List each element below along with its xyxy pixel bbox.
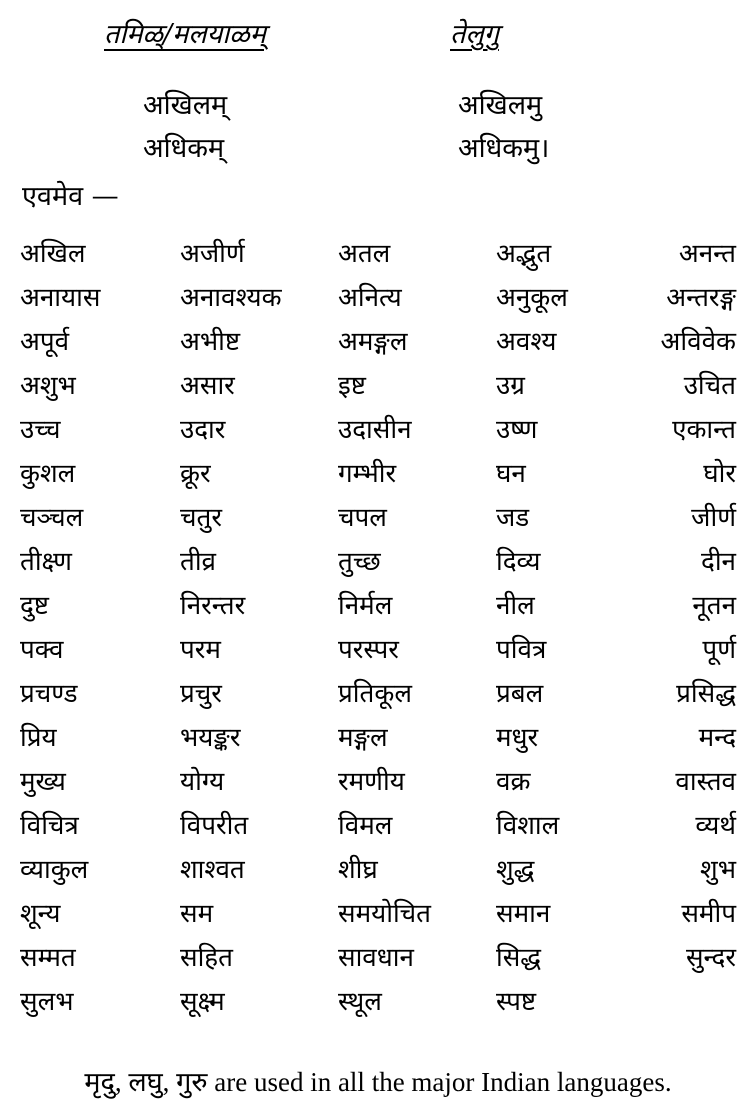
word-cell: पवित्र <box>496 635 547 665</box>
word-cell: सुन्दर <box>685 943 736 973</box>
word-cell: तीव्र <box>180 547 217 577</box>
word-cell: दीन <box>701 547 736 577</box>
word-cell: स्थूल <box>338 987 382 1017</box>
word-cell: शून्य <box>20 899 61 929</box>
word-cell: शाश्वत <box>180 855 245 885</box>
word-cell: उग्र <box>496 371 525 401</box>
word-cell: पक्व <box>20 635 64 665</box>
evameva-label: एवमेव — <box>22 181 119 212</box>
word-cell: रमणीय <box>338 767 405 797</box>
word-cell: मुख्य <box>20 767 66 797</box>
word-cell: सम <box>180 899 214 929</box>
word-cell: भयङ्कर <box>180 723 241 753</box>
word-cell: अखिल <box>20 239 86 269</box>
example-tamil-malayalam-1: अखिलम् <box>143 90 228 121</box>
word-cell: उच्च <box>20 415 61 445</box>
word-cell: विचित्र <box>20 811 79 841</box>
word-cell: सिद्ध <box>496 943 542 973</box>
word-cell: अनन्त <box>678 239 736 269</box>
word-cell: असार <box>180 371 235 401</box>
word-cell: अमङ्गल <box>338 327 408 357</box>
word-cell: एकान्त <box>672 415 736 445</box>
word-cell: निर्मल <box>338 591 393 621</box>
word-cell: व्यर्थ <box>695 811 736 841</box>
example-tamil-malayalam-2: अधिकम् <box>143 133 225 164</box>
word-cell: चतुर <box>180 503 222 533</box>
word-cell: अतल <box>338 239 391 269</box>
word-cell: अनायास <box>20 283 101 313</box>
word-cell: सम्मत <box>20 943 76 973</box>
word-cell: घोर <box>703 459 736 489</box>
word-cell: कुशल <box>20 459 76 489</box>
word-cell: सुलभ <box>20 987 74 1017</box>
word-cell: जड <box>496 503 530 533</box>
word-cell: वास्तव <box>675 767 736 797</box>
word-cell: परस्पर <box>338 635 399 665</box>
word-cell: अवश्य <box>496 327 557 357</box>
word-cell: दुष्ट <box>20 591 49 621</box>
word-cell: प्रचुर <box>180 679 222 709</box>
word-cell: अनावश्यक <box>180 283 282 313</box>
word-cell: अपूर्व <box>20 327 70 357</box>
word-cell: घन <box>496 459 526 489</box>
word-cell: उचित <box>683 371 736 401</box>
word-cell: सूक्ष्म <box>180 987 225 1017</box>
word-cell: शीघ्र <box>338 855 378 885</box>
word-cell: प्रतिकूल <box>338 679 412 709</box>
word-cell: निरन्तर <box>180 591 246 621</box>
word-cell: अद्भुत <box>496 239 552 269</box>
word-cell: प्रबल <box>496 679 544 709</box>
word-cell: सावधान <box>338 943 414 973</box>
word-cell: विशाल <box>496 811 560 841</box>
word-cell: अनित्य <box>338 283 402 313</box>
word-cell: प्रसिद्ध <box>676 679 736 709</box>
word-cell: चञ्चल <box>20 503 84 533</box>
word-cell: प्रचण्ड <box>20 679 78 709</box>
heading-tamil-malayalam: तमिळ्/मलयाळम् <box>104 19 266 50</box>
word-cell: विपरीत <box>180 811 249 841</box>
word-cell: अविवेक <box>660 327 736 357</box>
word-cell: मन्द <box>698 723 736 753</box>
word-cell: समान <box>496 899 551 929</box>
word-cell: उदार <box>180 415 226 445</box>
word-cell: शुभ <box>700 855 736 885</box>
word-cell: सहित <box>180 943 233 973</box>
word-cell: समीप <box>681 899 736 929</box>
word-cell: उष्ण <box>496 415 538 445</box>
word-cell: जीर्ण <box>691 503 736 533</box>
word-cell <box>646 980 736 1024</box>
word-cell: क्रूर <box>180 459 211 489</box>
word-cell: अशुभ <box>20 371 76 401</box>
heading-telugu: तेलुगु <box>450 19 499 50</box>
word-cell: परम <box>180 635 221 665</box>
word-cell: विमल <box>338 811 393 841</box>
word-cell: अनुकूल <box>496 283 568 313</box>
word-cell: पूर्ण <box>702 635 736 665</box>
word-cell: दिव्य <box>496 547 541 577</box>
word-cell: गम्भीर <box>338 459 397 489</box>
word-cell: वक्र <box>496 767 531 797</box>
word-cell: योग्य <box>180 767 225 797</box>
footer-note: मृदु, लघु, गुरु are used in all the major Indian languages. <box>84 1067 672 1097</box>
word-cell: अजीर्ण <box>180 239 245 269</box>
word-cell: उदासीन <box>338 415 412 445</box>
word-cell: व्याकुल <box>20 855 89 885</box>
word-cell: स्पष्ट <box>496 987 537 1017</box>
word-cell: चपल <box>338 503 387 533</box>
word-cell: मधुर <box>496 723 539 753</box>
word-cell: शुद्ध <box>496 855 535 885</box>
example-telugu-1: अखिलमु <box>458 90 543 121</box>
word-cell: मङ्गल <box>338 723 388 753</box>
word-cell: अन्तरङ्ग <box>666 283 736 313</box>
word-cell: नील <box>496 591 535 621</box>
word-cell: तुच्छ <box>338 547 381 577</box>
word-cell: तीक्ष्ण <box>20 547 72 577</box>
word-cell: प्रिय <box>20 723 57 753</box>
word-cell: इष्ट <box>338 371 366 401</box>
word-cell: समयोचित <box>338 899 432 929</box>
word-table <box>20 232 736 1024</box>
word-cell: अभीष्ट <box>180 327 241 357</box>
word-cell: नूतन <box>692 591 736 621</box>
example-telugu-2: अधिकमु। <box>458 133 550 164</box>
